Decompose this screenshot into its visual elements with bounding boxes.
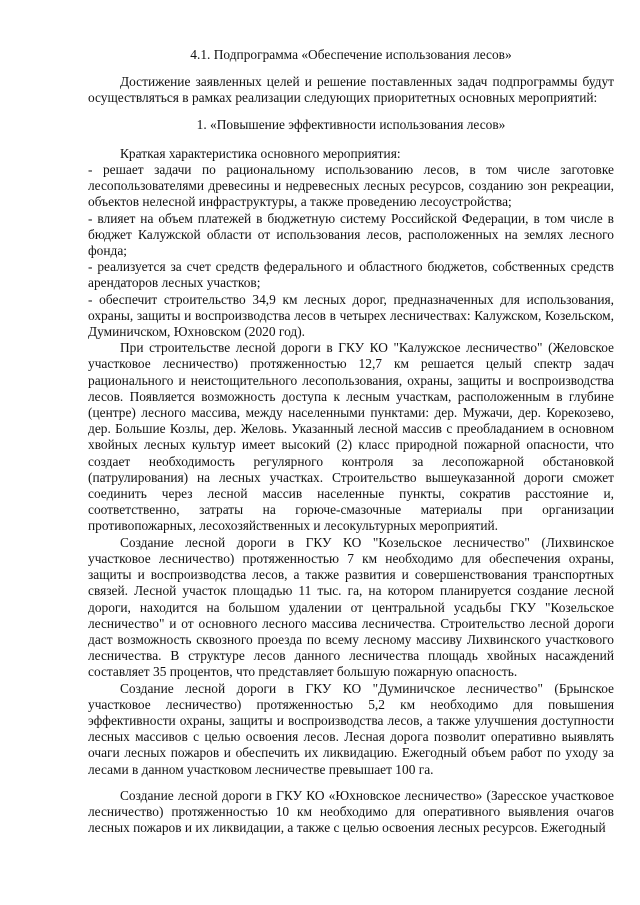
paragraph-duminichi: Создание лесной дороги в ГКУ КО "Думиничское лесничество" (Брынское участковое лесничество) протяженностью 5,2 км необходимо для повышения эффективности охраны, защиты и воспроизводства лесов, а также улучшения доступности лесных массивов с целью освоения лесов. Лесная дорога позволит оперативно выявлять очаги лесных пожаров и обеспечить их ликвидацию. Ежегодный объем работ по уходу за лесами в данном участковом лесничестве превышает 100 га.: [88, 680, 614, 777]
page-content: [88, 47, 614, 836]
section-title: 4.1. Подпрограмма «Обеспечение использования лесов»: [190, 47, 512, 62]
subsection-title: 1. «Повышение эффективности использования лесов»: [196, 116, 506, 132]
bullet-item-4: - обеспечит строительство 34,9 км лесных дорог, предназначенных для использования, охраны, защиты и воспроизводства лесов в четырех лесничествах: Калужском, Козельском, Думиничском, Юхновском (2020 год).: [88, 291, 614, 340]
paragraph-kaluga: При строительстве лесной дороги в ГКУ КО "Калужское лесничество" (Желовское участковое лесничество) протяженностью 12,7 км решается целый спектр задач рационального и неистощительного лесопользования, охраны, защиты и воспроизводства лесов. Появляется возможность доступа к лесным участкам, расположенным в глубине (центре) лесного массива, между населенными пунктами: дер. Мужачи, дер. Корекозево, дер. Большие Козлы, дер. Желовь. Указанный лесной массив с преобладанием в основном хвойных лесных культур имеет высокий (2) класс природной пожарной опасности, что создает необходимость регулярного контроля за лесопожарной обстановкой (патрулирования) на лесных участках. Строительство вышеуказанной дороги сможет соединить через лесной массив населенные пункты, сократив расстояние и, соответственно, затраты на горюче-смазочные материалы при организации противопожарных, лесохозяйственных и лесокультурных мероприятий.: [88, 340, 614, 534]
bullet-item-1: - решает задачи по рациональному использованию лесов, в том числе заготовке лесопользователями древесины и недревесных лесных ресурсов, созданию зон рекреации, объектов нелесной инфраструктуры, а также проведению лесоустройства;: [88, 162, 614, 210]
bullet-item-2: - влияет на объем платежей в бюджетную систему Российской Федерации, в том числе в бюджет Калужской области от использования лесов, расположенных на землях лесного фонда;: [88, 210, 614, 259]
paragraph-kozelsk: Создание лесной дороги в ГКУ КО "Козельское лесничество" (Лихвинское участковое лесничество) протяженностью 7 км необходимо для обеспечения охраны, защиты и воспроизводства лесов, а также развития и совершенствования транспортных связей. Лесной участок площадью 11 тыс. га, на котором планируется создание лесной дороги, находится на большом удалении от центральной усадьбы ГКУ "Козельское лесничество" и от основного лесного массива лесничества. Строительство лесной дороги даст возможность сквозного проезда по всему лесному массиву Лихвинского участкового лесничества. В структуре лесов данного лесничества площадь хвойных насаждений составляет 35 процентов, что представляет большую пожарную опасность.: [88, 534, 614, 680]
intro-paragraph: Достижение заявленных целей и решение поставленных задач подпрограммы будут осуществляться в рамках реализации следующих приоритетных основных мероприятий:: [88, 74, 614, 106]
paragraph-yukhnov: Создание лесной дороги в ГКУ КО «Юхновское лесничество» (Заресское участковое лесничество) протяженностью 10 км необходимо для оперативного выявления очагов лесных пожаров и их ликвидации, а также с целью освоения лесных ресурсов. Ежегодный: [88, 787, 614, 836]
summary-label: Краткая характеристика основного мероприятия:: [120, 145, 401, 161]
bullet-item-3: - реализуется за счет средств федерального и областного бюджетов, собственных средств арендаторов лесных участков;: [88, 259, 614, 291]
